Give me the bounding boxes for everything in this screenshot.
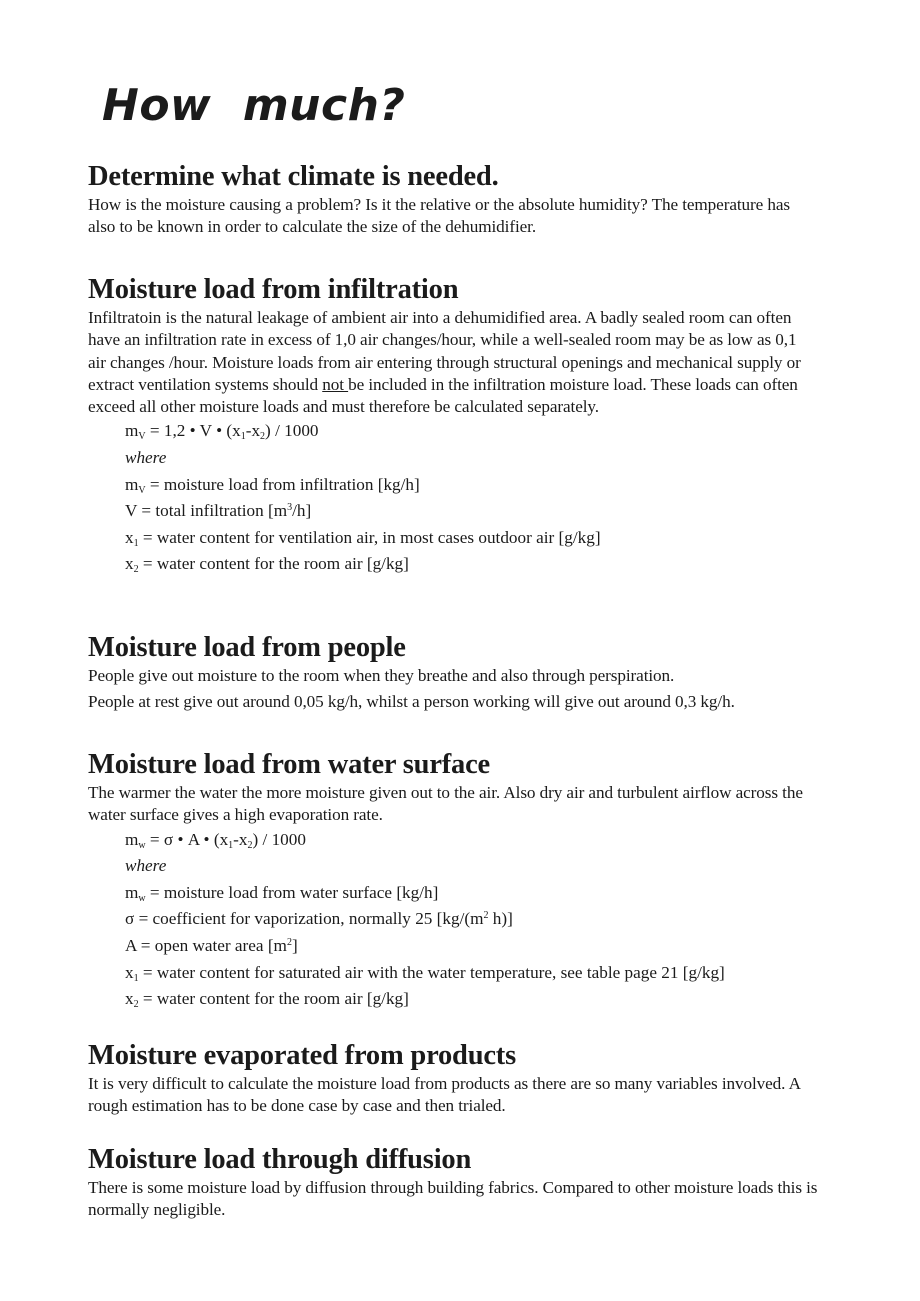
- section-heading: Moisture load from people: [88, 632, 406, 663]
- definition: $m_V$ = moisture load from infiltration [kg/h]: [125, 474, 420, 496]
- formula-block: [125, 827, 818, 1013]
- definition: $m_w$ = moisture load from water surface [kg/h]: [125, 882, 439, 904]
- section-body: There is some moisture load by diffusion through building fabrics. Compared to other moisture loads this is normally negligible.: [88, 1178, 818, 1220]
- section-heading: Moisture load from water surface: [88, 749, 491, 780]
- section-people: [88, 631, 818, 714]
- where-label: where: [125, 856, 167, 876]
- definition: σ = coefficient for vaporization, normally 25 [$kg/(m^2$ h)]: [125, 909, 513, 929]
- section-products: [88, 1039, 818, 1118]
- section-water-surface: [88, 748, 818, 1013]
- section-body: Infiltratoin is the natural leakage of ambient air into a dehumidified area. A badly sealed room can often have an infiltration rate in excess of 1,0 air changes/hour, while a well-sealed room may be as low as 0,1 air changes /hour. Moisture loads from air entering through structural openings and mechanical supply or extract ventilation systems should not be included in the infiltration moisture load. These loads can often exceed all other moisture loads and must therefore be calculated separately.: [88, 308, 801, 417]
- definition: A = open water area $[m^2]$: [125, 935, 298, 955]
- definition: $x_2$ = water content for the room air [g/kg]: [125, 554, 409, 576]
- definition: $x_1$ = water content for ventilation air, in most cases outdoor air [g/kg]: [125, 527, 601, 549]
- section-body: It is very difficult to calculate the moisture load from products as there are so many variables involved. A rough estimation has to be done case by case and then trialed.: [88, 1074, 800, 1116]
- where-label: where: [125, 448, 167, 468]
- section-diffusion: [88, 1143, 818, 1222]
- page-title: How much?: [102, 80, 406, 131]
- section-heading: Moisture load from infiltration: [88, 274, 459, 305]
- definition: $x_1$ = water content for saturated air with the water temperature, see table page 21 [g/kg]: [125, 962, 725, 984]
- formula: $m_w = \sigma$ • A • $(x_1-x_2) / 1000$: [125, 829, 306, 851]
- section-body: People give out moisture to the room when they breathe and also through perspiration.: [88, 666, 675, 685]
- section-body: People at rest give out around 0,05 kg/h, whilst a person working will give out around 0,3 kg/h.: [88, 692, 735, 712]
- definition: V = total infiltration $[m^3/h]$: [125, 501, 312, 521]
- section-heading: Moisture evaporated from products: [88, 1040, 516, 1071]
- formula: $m_V = 1,2$ • V • $(x_1-x_2) / 1000$: [125, 421, 319, 443]
- formula-block: [125, 418, 818, 578]
- section-body: How is the moisture causing a problem? Is it the relative or the absolute humidity? The temperature has also to be known in order to calculate the size of the dehumidifier.: [88, 195, 790, 237]
- section-heading: Determine what climate is needed.: [88, 161, 499, 192]
- section-infiltration: [88, 273, 818, 578]
- section-body: The warmer the water the more moisture given out to the air. Also dry air and turbulent airflow across the water surface gives a high evaporation rate.: [88, 783, 803, 825]
- underlined-word: not: [322, 374, 349, 394]
- section-climate: [88, 160, 818, 239]
- definition: $x_2$ = water content for the room air [g/kg]: [125, 989, 409, 1011]
- section-heading: Moisture load through diffusion: [88, 1144, 472, 1175]
